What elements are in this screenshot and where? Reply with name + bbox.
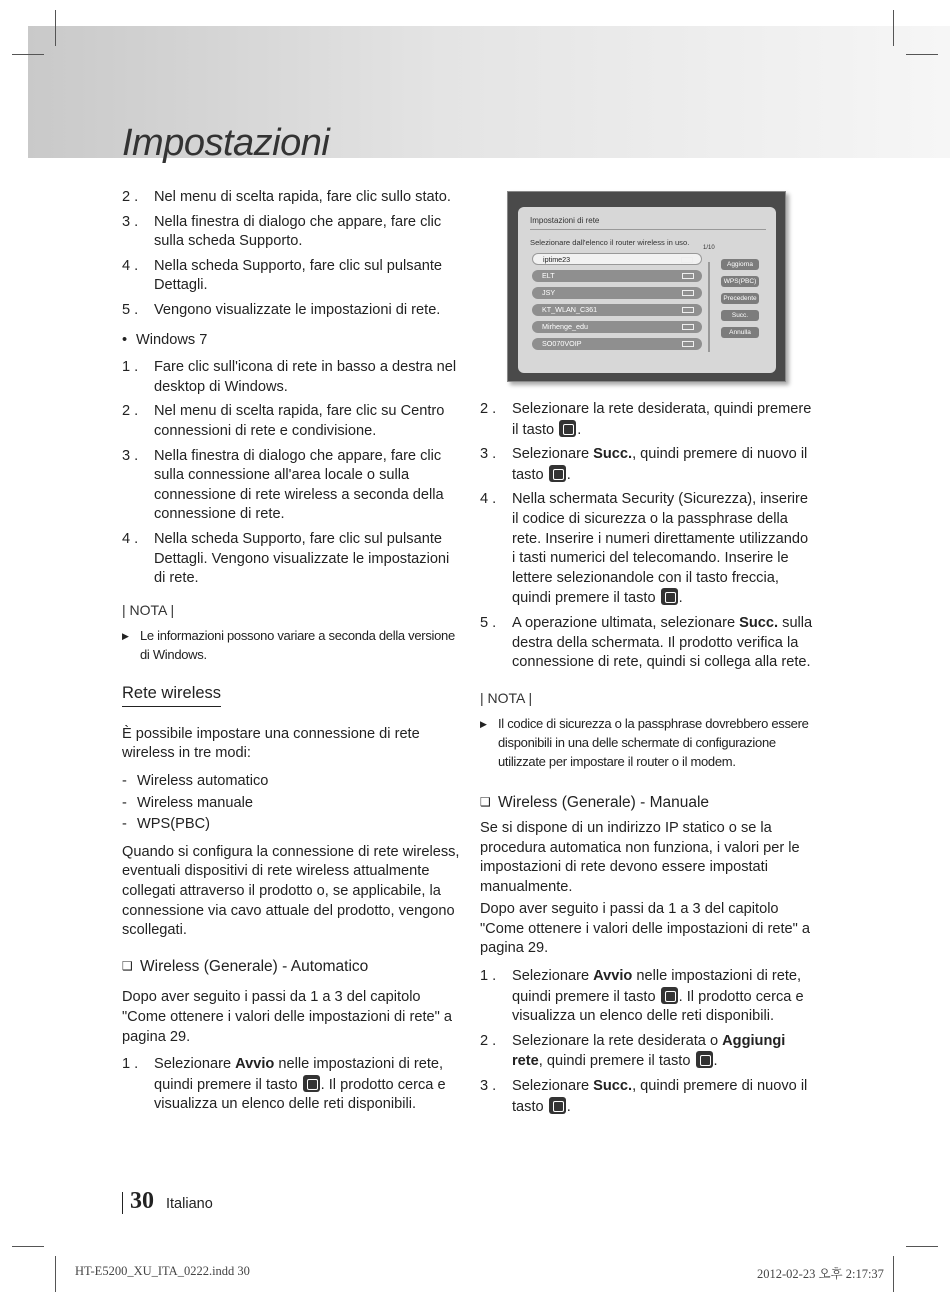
previous-button[interactable]: Precedente <box>721 293 759 304</box>
left-column <box>122 188 460 1120</box>
cancel-button[interactable]: Annulla <box>721 327 759 338</box>
wifi-signal-icon <box>682 324 694 330</box>
enter-key-icon <box>661 987 678 1004</box>
wps-button[interactable]: WPS(PBC) <box>721 276 759 287</box>
refresh-button[interactable]: Aggiorna <box>721 259 759 270</box>
enter-key-icon <box>661 588 678 605</box>
list-item: 3 . Selezionare Succ., quindi premere di nuovo il tasto . <box>480 1078 808 1115</box>
crop-mark <box>893 1256 894 1292</box>
list-item: 1 . Selezionare Avvio nelle impostazioni di rete, quindi premere il tasto . Il prodotto cerca e visualizza un elenco delle reti disponibili. <box>480 968 804 1025</box>
note-item: ▶ Il codice di sicurezza o la passphrase dovrebbero essere disponibili in una delle schermate di configurazione utilizzate per impostare il router o il modem. <box>480 716 809 770</box>
dialog-subtitle: Selezionare dall'elenco il router wireless in uso. <box>530 238 690 247</box>
footer-language: Italiano <box>166 1196 213 1212</box>
list-item: 2 . Nel menu di scelta rapida, fare clic su Centro connessioni di rete e condivisione. <box>122 403 445 439</box>
list-item: 3 . Nella finestra di dialogo che appare, fare clic sulla connessione all'area locale o sulla connessione di rete wireless a seconda della connessione di rete. <box>122 447 444 523</box>
list-item: 3 . Selezionare Succ., quindi premere di nuovo il tasto . <box>480 446 808 483</box>
note-item: ▶ Le informazioni possono variare a seconda della versione di Windows. <box>122 628 455 663</box>
crop-mark <box>12 1246 44 1247</box>
right-column <box>480 400 815 1122</box>
crop-mark <box>12 54 44 55</box>
section-title: Rete wireless <box>122 684 221 707</box>
list-item: 2 . Nel menu di scelta rapida, fare clic sullo stato. <box>122 189 451 205</box>
wifi-signal-icon <box>681 257 693 263</box>
enter-key-icon <box>559 420 576 437</box>
triangle-icon: ▶ <box>480 719 487 730</box>
divider <box>530 229 766 230</box>
paragraph: Se si dispone di un indirizzo IP statico o se la procedura automatica non funziona, i valori per le impostazioni di rete devono essere impostati manualmente. <box>480 819 800 895</box>
enter-key-icon <box>303 1075 320 1092</box>
network-item[interactable]: KT_WLAN_C361 <box>532 304 702 316</box>
list-item: 4 . Nella schermata Security (Sicurezza), inserire il codice di sicurezza o la passphrase della rete. Inserire i numeri direttamente utilizzando i tasti numerici del telecomando. Inserire le lettere selezionandole con il tasto freccia, quindi premere il tasto . <box>480 491 809 607</box>
list-item: 5 . A operazione ultimata, selezionare Succ. sulla destra della schermata. Il prodotto verifica la connessione di rete, quindi si collega alla rete. <box>480 614 813 671</box>
checkbox-icon: ❑ <box>122 958 133 973</box>
triangle-icon: ▶ <box>122 631 129 642</box>
list-item: 4 . Nella scheda Supporto, fare clic sul pulsante Dettagli. <box>122 257 442 294</box>
crop-mark <box>893 10 894 46</box>
next-button[interactable]: Succ. <box>721 310 759 321</box>
list-item: 1 . Selezionare Avvio nelle impostazioni di rete, quindi premere il tasto . Il prodotto cerca e visualizza un elenco delle reti disponibili. <box>122 1056 446 1113</box>
list-item: 2 . Selezionare la rete desiderata, quindi premere il tasto . <box>480 401 812 438</box>
wifi-signal-icon <box>682 341 694 347</box>
list-item: 3 . Nella finestra di dialogo che appare, fare clic sulla scheda Supporto. <box>122 213 442 250</box>
network-settings-screenshot <box>507 191 786 382</box>
dialog-panel <box>518 207 776 373</box>
enter-key-icon <box>549 465 566 482</box>
enter-key-icon <box>549 1097 566 1114</box>
network-item[interactable]: ELT <box>532 270 702 282</box>
wifi-signal-icon <box>682 307 694 313</box>
list-item: - Wireless automatico <box>122 773 269 790</box>
note-title: | NOTA | <box>122 601 175 618</box>
crop-mark <box>55 1256 56 1292</box>
list-item: 1 . Fare clic sull'icona di rete in basso a destra nel desktop di Windows. <box>122 359 457 395</box>
crop-mark <box>55 10 56 46</box>
scrollbar[interactable] <box>708 262 710 352</box>
crop-mark <box>906 54 938 55</box>
paragraph: È possibile impostare una connessione di rete wireless in tre modi: <box>122 725 420 762</box>
page-indicator: 1/10 <box>703 245 715 251</box>
network-item[interactable]: SO070VOIP <box>532 338 702 350</box>
subsection-title: ❑ Wireless (Generale) - Automatico <box>122 957 369 975</box>
wifi-signal-icon <box>682 273 694 279</box>
list-item: 4 . Nella scheda Supporto, fare clic sul pulsante Dettagli. Vengono visualizzate le impostazioni di rete. <box>122 530 450 587</box>
network-item[interactable]: JSY <box>532 287 702 299</box>
page-number: 30 <box>130 1188 154 1214</box>
os-bullet: • Windows 7 <box>122 331 208 348</box>
subsection-title: ❑ Wireless (Generale) - Manuale <box>480 794 710 812</box>
enter-key-icon <box>696 1051 713 1068</box>
slug-date: 2012-02-23 오후 2:17:37 <box>757 1267 884 1281</box>
wifi-signal-icon <box>682 290 694 296</box>
list-item: 5 . Vengono visualizzate le impostazioni di rete. <box>122 301 441 318</box>
checkbox-icon: ❑ <box>480 795 491 810</box>
slug-file: HT-E5200_XU_ITA_0222.indd 30 <box>75 1264 250 1278</box>
page-title: Impostazioni <box>122 122 330 164</box>
network-item[interactable]: Mirhenge_edu <box>532 321 702 333</box>
paragraph: Dopo aver seguito i passi da 1 a 3 del capitolo "Come ottenere i valori delle impostazioni di rete" a pagina 29. <box>480 901 810 957</box>
list-item: - Wireless manuale <box>122 794 253 811</box>
paragraph: Quando si configura la connessione di rete wireless, eventuali dispositivi di rete wireless attualmente collegati attraverso il prodotto o, se applicabile, la connessione via cavo attuale del prodotto, vengono scollegati. <box>122 843 460 939</box>
crop-mark <box>906 1246 938 1247</box>
dialog-title: Impostazioni di rete <box>530 216 600 225</box>
network-item[interactable]: iptime23 <box>532 253 702 265</box>
paragraph: Dopo aver seguito i passi da 1 a 3 del capitolo "Come ottenere i valori delle impostazioni di rete" a pagina 29. <box>122 989 452 1045</box>
note-title: | NOTA | <box>480 689 533 706</box>
list-item: - WPS(PBC) <box>122 816 210 833</box>
list-item: 2 . Selezionare la rete desiderata o Aggiungi rete, quindi premere il tasto . <box>480 1032 786 1070</box>
